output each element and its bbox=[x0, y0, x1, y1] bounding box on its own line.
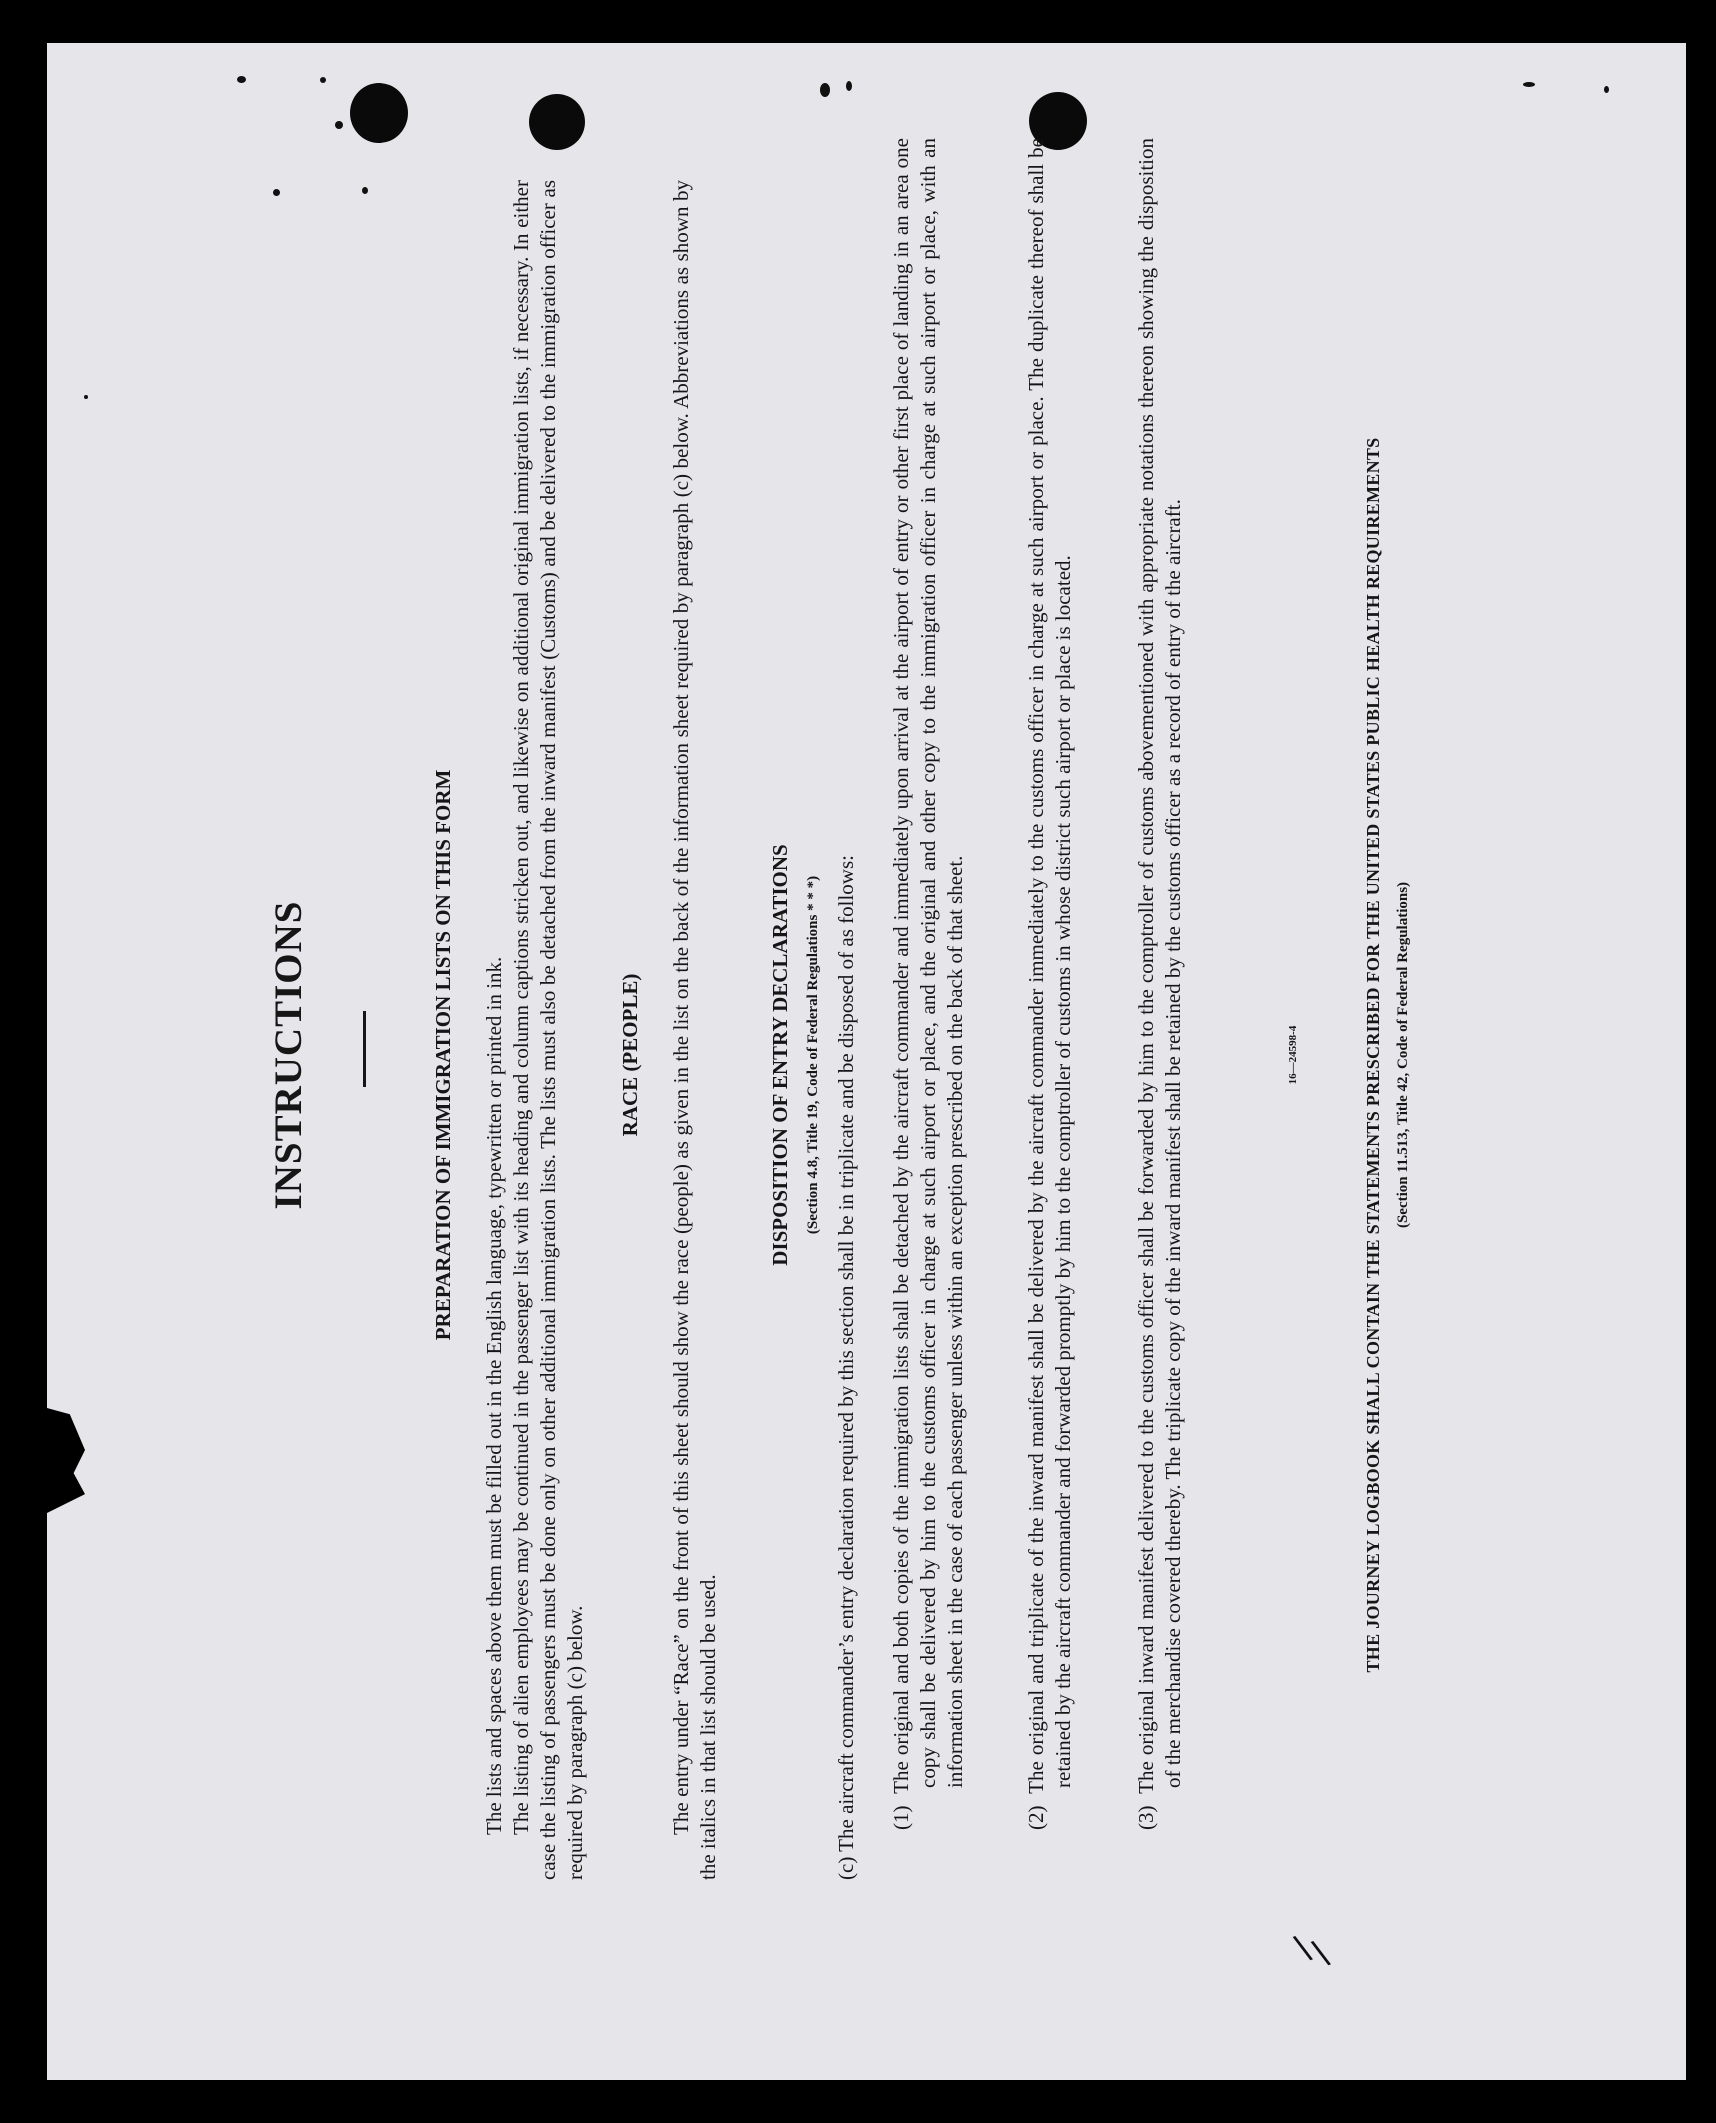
paragraph-race-entry: The entry under “Race” on the front of this sheet should show the race (people) as given in the list on the back of the information sheet required by paragraph (c) below. Abbreviations as shown by the italics in that list should be used. bbox=[669, 180, 720, 1880]
list-item bbox=[1133, 138, 1187, 1830]
dust-speck bbox=[84, 395, 88, 399]
page-edge-notch bbox=[47, 1408, 85, 1513]
dust-speck bbox=[846, 81, 852, 91]
footer-citation: (Section 11.513, Title 42, Code of Federal Regulations) bbox=[1395, 881, 1411, 1229]
item-text: The original and both copies of the immigration lists shall be detached by the aircraft commander and immediately upon arrival at the airport of entry or other first place of landing in an area one copy shall be delivered by him to the customs officer in charge at such airport or place, and the original and other copy to the immigration officer in charge at such airport or place, with an information sheet in the case of each passenger unless within an exception prescribed on the back of that sheet. bbox=[889, 138, 967, 1794]
rotated-document-content bbox=[265, 138, 1465, 1940]
paragraph-c: (c) The aircraft commander’s entry declaration required by this section shall be in triplicate and be disposed of as follows: bbox=[834, 855, 858, 1880]
document-title: INSTRUCTIONS bbox=[267, 900, 310, 1210]
pencil-mark: \ bbox=[1308, 1932, 1333, 1974]
list-item bbox=[888, 138, 969, 1830]
punch-hole bbox=[350, 83, 408, 143]
form-number: 16—24598-4 bbox=[1287, 1025, 1299, 1085]
item-number: (1) bbox=[889, 1805, 913, 1830]
dust-speck bbox=[335, 121, 343, 129]
pencil-mark: \ bbox=[1290, 1927, 1315, 1969]
item-number: (3) bbox=[1134, 1805, 1158, 1830]
dust-speck bbox=[820, 83, 830, 97]
dust-speck bbox=[320, 77, 326, 83]
dust-speck bbox=[237, 76, 246, 83]
footer-heading: THE JOURNEY LOGBOOK SHALL CONTAIN THE STATEMENTS PRESCRIBED FOR THE UNITED STATES PUBLIC HEALTH REQUIREMENTS bbox=[1363, 437, 1383, 1673]
item-number: (2) bbox=[1024, 1805, 1048, 1830]
dust-speck bbox=[1604, 86, 1609, 93]
section-heading-disposition: DISPOSITION OF ENTRY DECLARATIONS bbox=[768, 844, 792, 1266]
dust-speck bbox=[1523, 82, 1535, 87]
item-text: The original and triplicate of the inward manifest shall be delivered by the aircraft commander immediately to the customs officer in charge at such airport or place. The duplicate thereof shall be retained by the aircraft commander and forwarded promptly by him to the comptroller of customs in whose district such airport or place is located. bbox=[1024, 138, 1075, 1794]
punch-hole bbox=[529, 94, 585, 150]
section-heading-preparation: PREPARATION OF IMMIGRATION LISTS ON THIS FORM bbox=[431, 769, 455, 1341]
section-heading-race: RACE (PEOPLE) bbox=[618, 973, 642, 1137]
title-underline bbox=[363, 1011, 366, 1087]
paragraph-lists-language: The lists and spaces above them must be filled out in the English language, typewritten or printed in ink. bbox=[482, 956, 506, 1835]
list-item bbox=[1023, 138, 1077, 1830]
paragraph-alien-employees: The listing of alien employees may be continued in the passenger list with its heading and column captions stricken out, and likewise on additional original immigration lists, if necessary. In either case the listing of passengers must be done only on other additional immigration lists. The lists must also be detached from the inward manifest (Customs) and be delivered to the immigration officer as required by paragraph (c) below. bbox=[509, 180, 587, 1880]
item-text: The original inward manifest delivered to the customs officer shall be forwarded by him to the comptroller of customs abovementioned with appropriate notations thereon showing the disposition of the merchandise covered thereby. The triplicate copy of the inward manifest shall be retained by the customs officer as a record of entry of the aircraft. bbox=[1134, 138, 1185, 1794]
section-citation: (Section 4.8, Title 19, Code of Federal Regulations * * *) bbox=[805, 875, 821, 1235]
